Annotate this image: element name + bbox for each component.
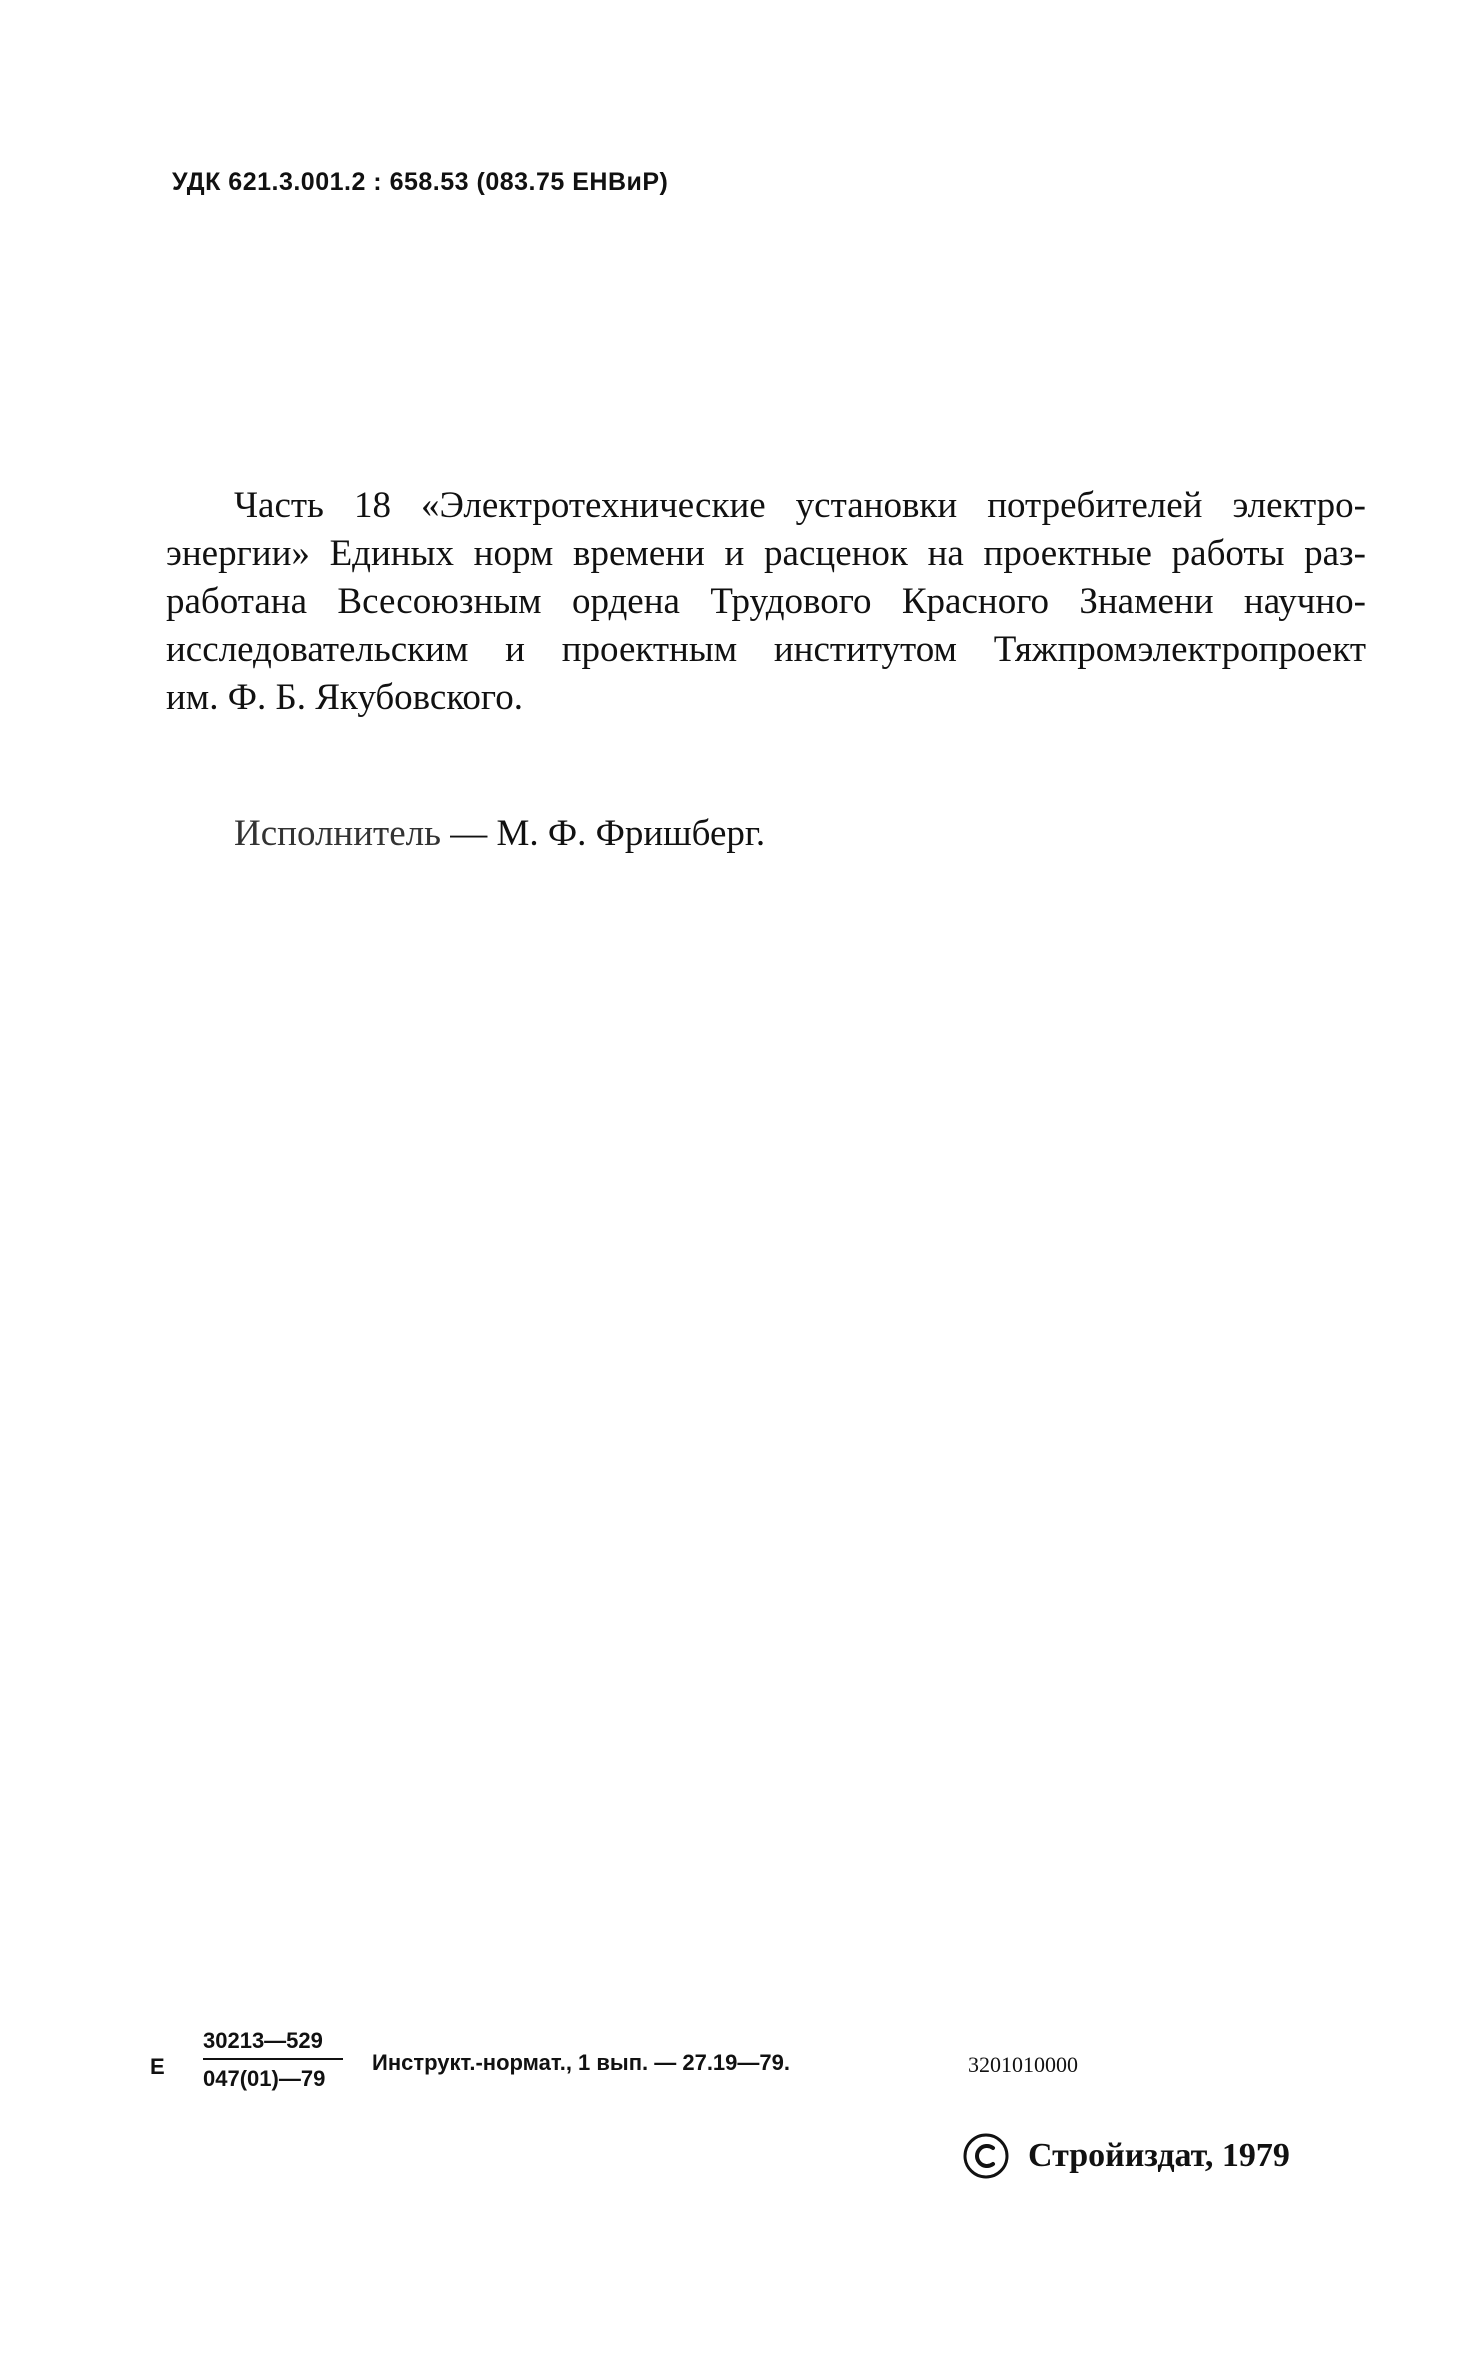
imprint-letter: Е bbox=[150, 2054, 165, 2079]
paragraph-line: энергии» Единых норм времени и расценок на проектные работы раз- bbox=[166, 533, 1366, 574]
imprint-fraction bbox=[203, 2028, 353, 2092]
copyright-text: Стройиздат, 1979 bbox=[1028, 2137, 1290, 2174]
executor-line bbox=[234, 812, 765, 855]
copyright-icon bbox=[962, 2132, 1010, 2180]
imprint-description: Инструкт.-нормат., 1 вып. — 27.19—79. bbox=[372, 2050, 790, 2075]
executor-name: М. Ф. Фришберг. bbox=[496, 813, 766, 854]
imprint-code: 3201010000 bbox=[968, 2052, 1078, 2077]
copyright-line bbox=[962, 2132, 1290, 2180]
udk-code: УДК 621.3.001.2 : 658.53 (083.75 ЕНВиР) bbox=[172, 168, 669, 196]
executor-label: Исполнитель bbox=[234, 813, 441, 854]
paragraph-line: работана Всесоюзным ордена Трудового Красного Знамени научно- bbox=[166, 581, 1366, 622]
main-paragraph bbox=[166, 482, 1366, 722]
executor-dash: — bbox=[440, 813, 497, 854]
paragraph-line: исследовательским и проектным институтом Тяжпромэлектропроект bbox=[166, 629, 1366, 670]
paragraph-line: им. Ф. Б. Якубовского. bbox=[166, 677, 523, 718]
paragraph-line: Часть 18 «Электротехнические установки потребителей электро- bbox=[234, 485, 1366, 526]
imprint-numerator: 30213—529 bbox=[203, 2028, 343, 2060]
imprint-denominator: 047(01)—79 bbox=[203, 2066, 326, 2091]
